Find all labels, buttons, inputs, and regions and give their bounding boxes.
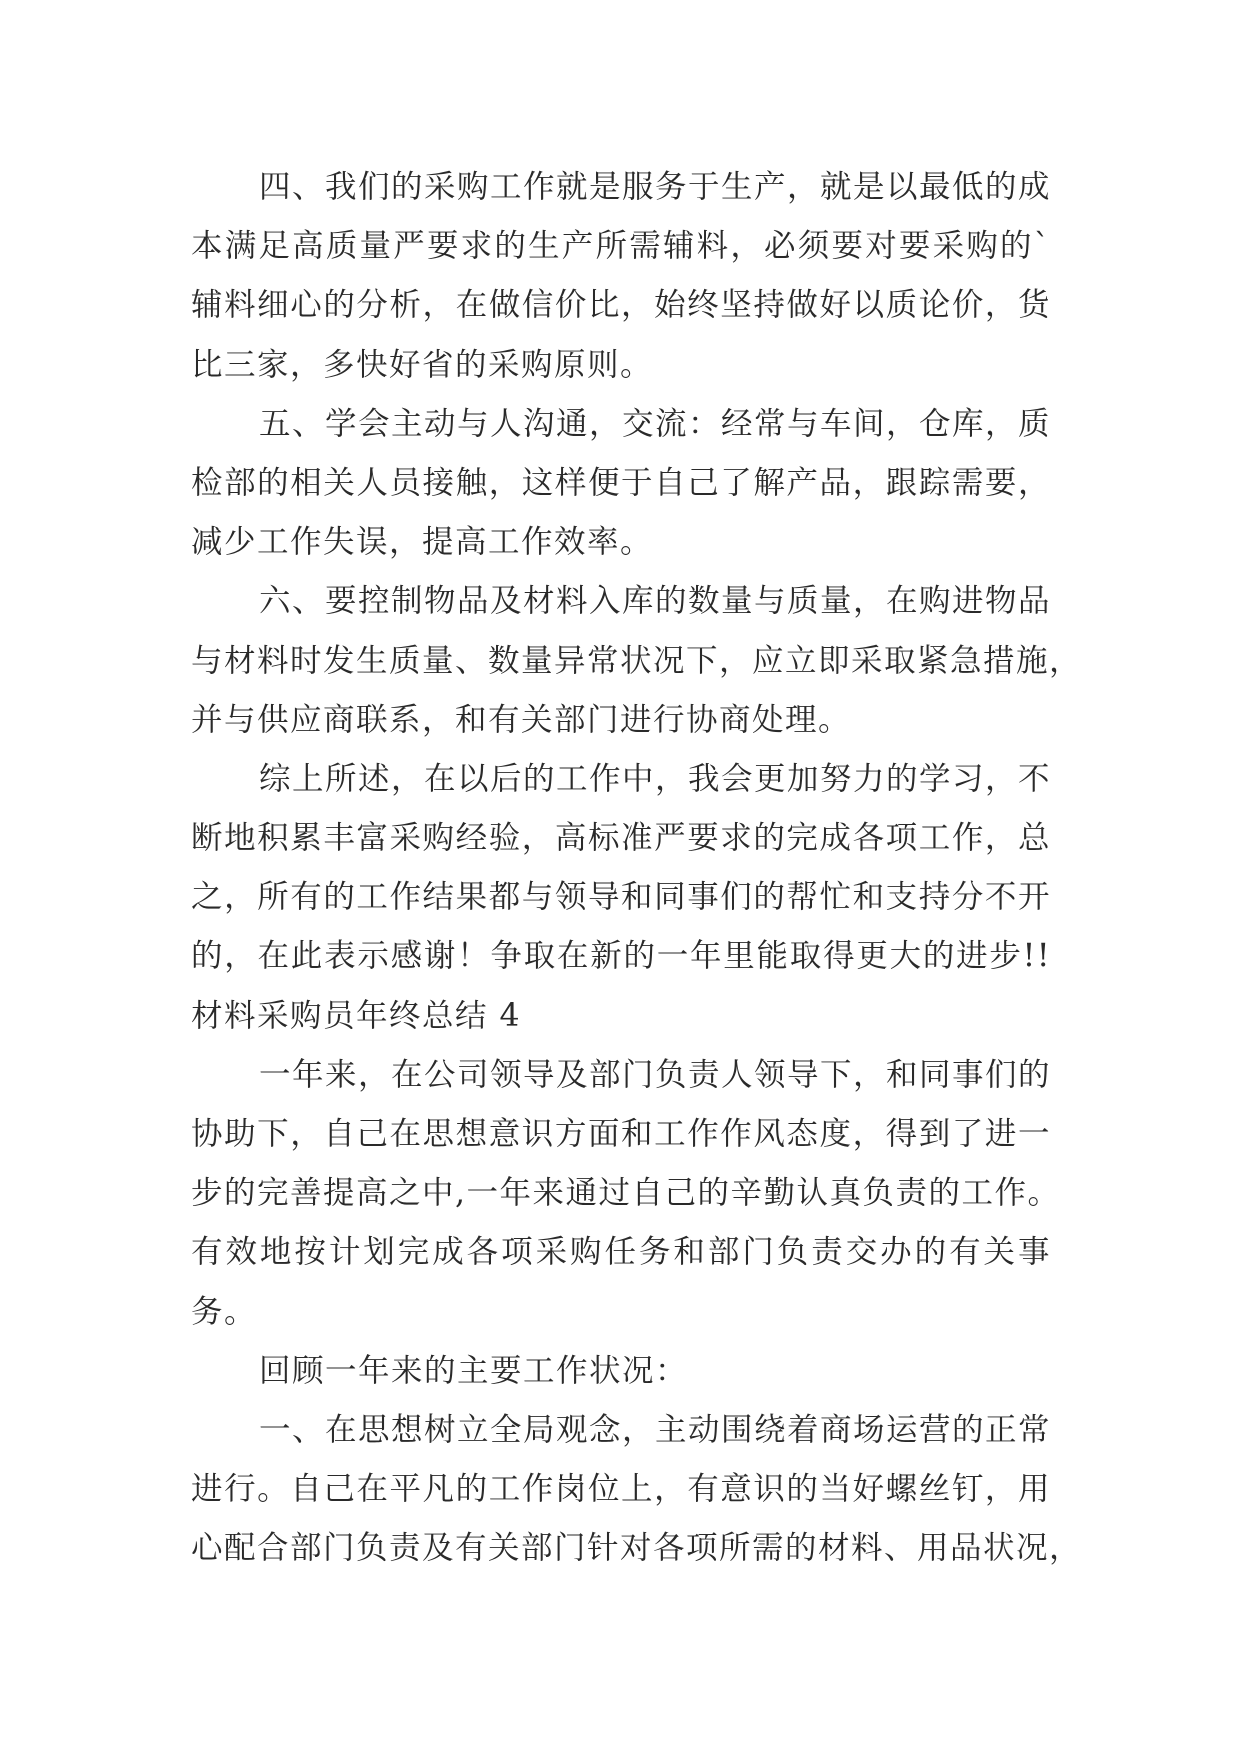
text-line: 减少工作失误，提高工作效率。 — [191, 524, 654, 561]
text-line: 六、要控制物品及材料入库的数量与质量，在购进物品 — [259, 583, 1052, 620]
text-line: 并与供应商联系，和有关部门进行协商处理。 — [191, 701, 852, 738]
text-line: 有效地按计划完成各项采购任务和部门负责交办的有关事 — [191, 1234, 1051, 1271]
text-line: 之，所有的工作结果都与领导和同事们的帮忙和支持分不开 — [191, 879, 1051, 916]
text-line: 务。 — [191, 1293, 258, 1330]
text-line: 步的完善提高之中,一年来通过自己的辛勤认真负责的工作。 — [191, 1175, 1061, 1212]
text-line: 一、在思想树立全局观念，主动围绕着商场运营的正常 — [259, 1411, 1052, 1448]
text-line: 本满足高质量严要求的生产所需辅料，必须要对要采购的` — [191, 228, 1051, 265]
text-line: 进行。自己在平凡的工作岗位上，有意识的当好螺丝钉，用 — [191, 1471, 1051, 1508]
section-heading: 材料采购员年终总结 4 — [191, 997, 522, 1034]
document-body — [191, 158, 1083, 1579]
text-line: 四、我们的采购工作就是服务于生产，就是以最低的成 — [259, 169, 1052, 205]
text-line: 协助下，自己在思想意识方面和工作作风态度，得到了进一 — [191, 1116, 1051, 1152]
text-line: 检部的相关人员接触，这样便于自己了解产品，跟踪需要， — [191, 464, 1051, 501]
text-line: 的，在此表示感谢！争取在新的一年里能取得更大的进步!! — [191, 938, 1051, 975]
text-line: 综上所述，在以后的工作中，我会更加努力的学习，不 — [259, 760, 1052, 797]
text-line: 与材料时发生质量、数量异常状况下，应立即采取紧急措施， — [191, 642, 1083, 679]
text-line: 一年来，在公司领导及部门负责人领导下，和同事们的 — [259, 1056, 1052, 1093]
text-line: 五、学会主动与人沟通，交流：经常与车间，仓库，质 — [259, 405, 1052, 442]
text-line: 心配合部门负责及有关部门针对各项所需的材料、用品状况， — [191, 1530, 1083, 1567]
text-line: 断地积累丰富采购经验，高标准严要求的完成各项工作，总 — [191, 820, 1051, 857]
text-line: 辅料细心的分析，在做信价比，始终坚持做好以质论价，货 — [191, 287, 1051, 324]
text-line: 回顾一年来的主要工作状况： — [259, 1352, 689, 1389]
text-line: 比三家，多快好省的采购原则。 — [191, 346, 654, 383]
